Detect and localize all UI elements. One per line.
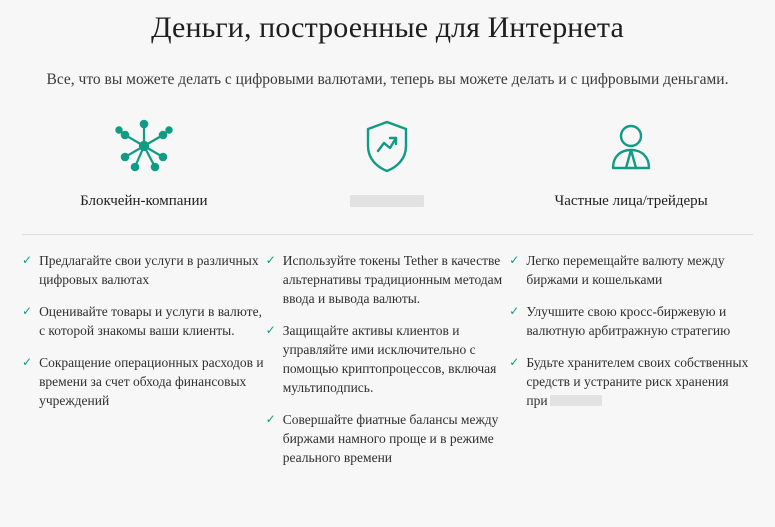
list-item <box>266 410 510 467</box>
list-item <box>22 302 266 340</box>
list-item-text: Сокращение операционных расходов и времени за счет обхода финансовых учреждений <box>39 355 264 408</box>
check-icon: ✓ <box>509 304 520 318</box>
user-trader-icon <box>523 118 739 174</box>
check-icon: ✓ <box>265 323 276 337</box>
list-item-text: Улучшите свою кросс-биржевую и валютную арбитражную стратегию <box>526 304 731 338</box>
check-icon: ✓ <box>265 253 276 267</box>
list-item <box>266 251 510 308</box>
shield-chart-icon <box>280 118 496 174</box>
check-icon: ✓ <box>265 412 276 426</box>
redacted-text <box>350 195 424 207</box>
bullet-columns <box>22 235 753 480</box>
network-nodes-icon <box>36 118 252 174</box>
column-title: Блокчейн-компании <box>80 193 208 209</box>
list-item <box>22 251 266 289</box>
list-item <box>22 353 266 410</box>
redacted-text <box>550 395 602 406</box>
list-item-text: Легко перемещайте валюту между биржами и кошельками <box>526 253 725 287</box>
page-subtitle: Все, что вы можете делать с цифровыми валютами, теперь вы можете делать и с цифровыми деньгами. <box>46 71 729 88</box>
list-item-text <box>526 353 753 410</box>
list-item-text: Используйте токены Tether в качестве альтернативы традиционным методам ввода и вывода валюты. <box>282 253 503 306</box>
check-icon: ✓ <box>22 304 33 318</box>
page-root <box>0 10 775 527</box>
list-item-text: Защищайте активы клиентов и управляйте ими исключительно с помощью криптопроцессов, включая мультиподпись. <box>282 323 497 395</box>
column-title <box>280 190 496 212</box>
column-blockchain-companies <box>22 118 266 212</box>
check-icon: ✓ <box>509 355 520 369</box>
column-redacted <box>266 118 510 212</box>
list-item <box>266 321 510 397</box>
list-item-text: Совершайте фиатные балансы между биржами намного проще и в режиме реального времени <box>282 412 499 465</box>
list-item-text-visible: Будьте хранителем своих собственных средств и устраните риск хранения при <box>526 355 749 408</box>
bullets-blockchain-companies <box>22 251 266 480</box>
list-item <box>509 353 753 410</box>
check-icon: ✓ <box>22 253 33 267</box>
list-item-text: Оценивайте товары и услуги в валюте, с которой знакомы ваши клиенты. <box>39 304 262 338</box>
bullets-individuals-traders <box>509 251 753 480</box>
check-icon: ✓ <box>509 253 520 267</box>
page-title: Деньги, построенные для Интернета <box>151 11 624 44</box>
bullets-redacted-column <box>266 251 510 480</box>
column-title: Частные лица/трейдеры <box>554 193 708 209</box>
column-individuals-traders <box>509 118 753 212</box>
check-icon: ✓ <box>22 355 33 369</box>
list-item-text: Предлагайте свои услуги в различных цифровых валютах <box>39 253 259 287</box>
list-item <box>509 302 753 340</box>
list-item <box>509 251 753 289</box>
feature-columns <box>22 118 753 212</box>
